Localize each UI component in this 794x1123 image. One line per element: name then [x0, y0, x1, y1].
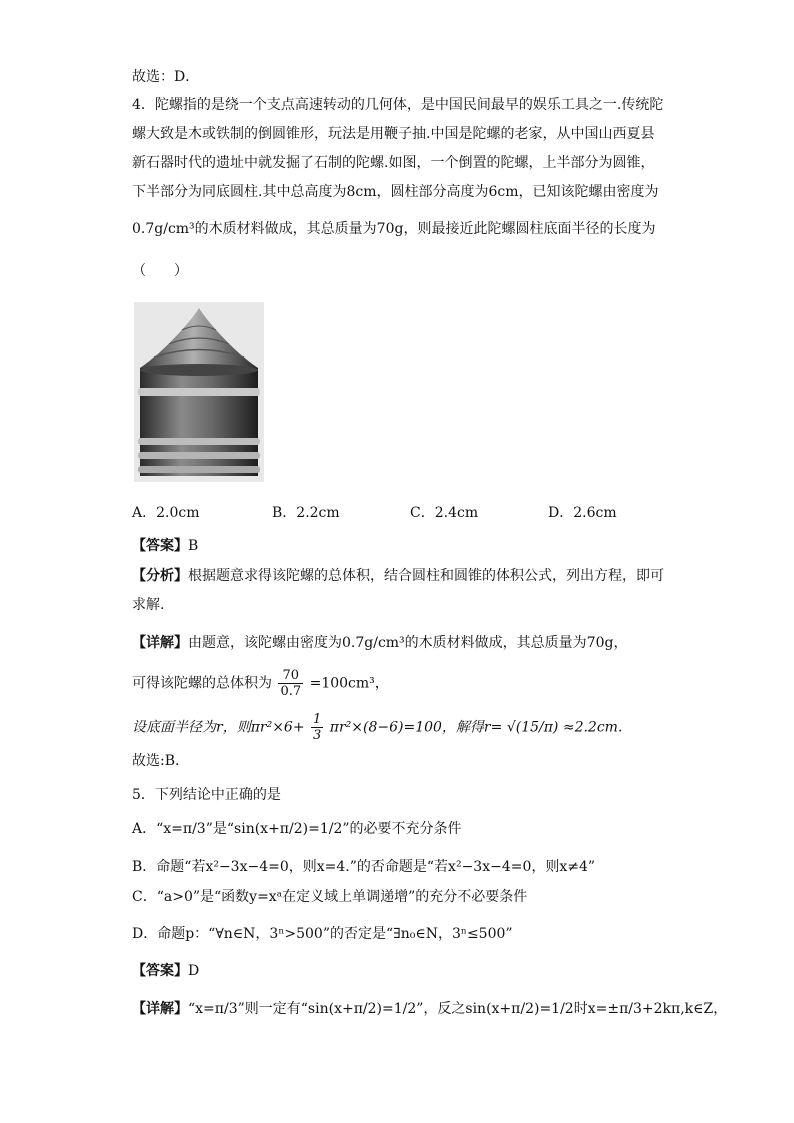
text-line: 0.7g/cm³的木质材料做成，其总质量为70g，则最接近此陀螺圆柱底面半径的长度为 [132, 221, 656, 237]
analysis-4-cont: 求解. [132, 597, 165, 613]
equation-part: ≈2.2cm. [562, 719, 623, 736]
choice-c[interactable]: C．2.4cm [410, 505, 479, 521]
answer-5 [132, 962, 199, 980]
answer-value: B [188, 538, 199, 554]
analysis-4 [132, 567, 664, 585]
detail-5 [132, 1000, 727, 1018]
answer-tag: 【答案】 [132, 538, 188, 554]
question-5-option-c[interactable]: C．“a>0”是“函数y=xᵃ在定义域上单调递增”的充分不必要条件 [132, 889, 528, 905]
sqrt-expression: √(15/π) [506, 719, 559, 736]
text-line: 螺大致是木或铁制的倒圆锥形，玩法是用鞭子抽.中国是陀螺的老家，从中国山西夏县 [132, 126, 655, 142]
text-line: 故选：D． [132, 69, 200, 85]
volume-prefix: 可得该陀螺的总体积为 [132, 675, 272, 692]
third-fraction [311, 712, 323, 743]
equation-part: πr²×(8−6)=100，解得r= [329, 719, 503, 736]
volume-equation [132, 668, 389, 699]
answer-value: D [188, 963, 200, 979]
question-5-stem: 5．下列结论中正确的是 [132, 787, 281, 803]
answer-4 [132, 537, 198, 555]
volume-suffix: =100cm³， [309, 675, 389, 692]
answer-blank: （ ） [132, 263, 188, 279]
detail-tag: 【详解】 [132, 1001, 188, 1017]
text-line: 新石器时代的遗址中就发掘了石制的陀螺.如图，一个倒置的陀螺，上半部分为圆锥， [132, 155, 655, 171]
conclusion-4: 故选:B. [132, 753, 180, 769]
choice-d[interactable]: D．2.6cm [548, 505, 617, 521]
text-line: 下半部分为同底圆柱.其中总高度为8cm，圆柱部分高度为6cm，已知该陀螺由密度为 [132, 184, 659, 200]
detail-text: “x=π/3”则一定有“sin(x+π/2)=1/2”，反之sin(x+π/2)=1/2时x=±π/3+2kπ,k∈Z， [188, 1001, 728, 1017]
fraction-denominator: 3 [313, 728, 322, 743]
analysis-tag: 【分析】 [132, 568, 188, 584]
detail-tag: 【详解】 [132, 635, 188, 651]
question-5-option-b[interactable]: B．命题“若x²−3x−4=0，则x=4.”的否命题是“若x²−3x−4=0，则x≠4” [132, 859, 596, 875]
answer-tag: 【答案】 [132, 963, 188, 979]
fraction-denominator: 0.7 [280, 684, 302, 699]
question-5-option-d[interactable]: D．命题p：“∀n∈N，3ⁿ>500”的否定是“∃n₀∈N，3ⁿ≤500” [132, 926, 513, 942]
fraction-numerator: 70 [278, 668, 303, 684]
analysis-text: 根据题意求得该陀螺的总体积，结合圆柱和圆锥的体积公式，列出方程，即可 [188, 568, 664, 584]
spinning-top-photo [134, 302, 264, 482]
choice-a[interactable]: A．2.0cm [132, 505, 200, 521]
equation-part: 设底面半径为r，则πr²×6+ [132, 719, 305, 736]
detail-text: 由题意，该陀螺由密度为0.7g/cm³的木质材料做成，其总质量为70g， [188, 635, 628, 651]
question-4-stem: 4．陀螺指的是绕一个支点高速转动的几何体，是中国民间最早的娱乐工具之一.传统陀 [132, 97, 664, 113]
volume-fraction [278, 668, 303, 699]
question-5-option-a[interactable]: A．“x=π/3”是“sin(x+π/2)=1/2”的必要不充分条件 [132, 821, 462, 837]
choice-b[interactable]: B．2.2cm [272, 505, 340, 521]
detail-4 [132, 634, 627, 652]
radius-equation [132, 712, 622, 743]
fraction-numerator: 1 [313, 712, 322, 727]
